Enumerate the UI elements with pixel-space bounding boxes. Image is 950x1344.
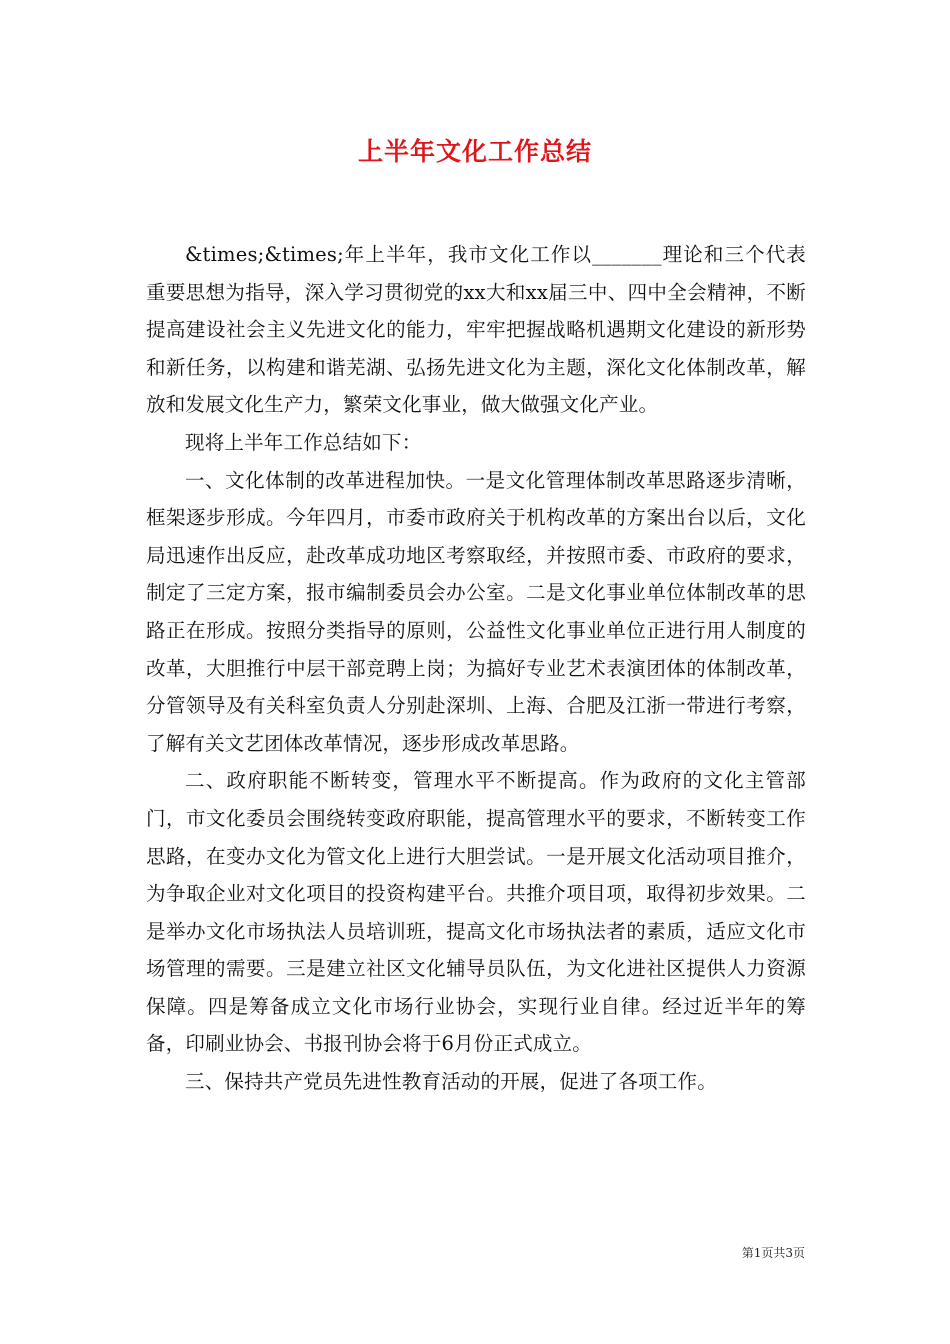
paragraph-section-2: 二、政府职能不断转变，管理水平不断提高。作为政府的文化主管部门，市文化委员会围绕转变政府职能，提高管理水平的要求，不断转变工作思路，在变办文化为管文化上进行大胆尝试。一是开展文化活动项目推介，为争取企业对文化项目的投资构建平台。共推介项目项，取得初步效果。二是举办文化市场执法人员培训班，提高文化市场执法者的素质，适应文化市场管理的需要。三是建立社区文化辅导员队伍，为文化进社区提供人力资源保障。四是筹备成立文化市场行业协会，实现行业自律。经过近半年的筹备，印刷业协会、书报刊协会将于6月份正式成立。 [146,769,806,1056]
page-number: 第1页共3页 [741,1246,805,1260]
paragraph-section-1: 一、文化体制的改革进程加快。一是文化管理体制改革思路逐步清晰，框架逐步形成。今年四月，市委市政府关于机构改革的方案出台以后，文化局迅速作出反应，赴改革成功地区考察取经，并按照市委、市政府的要求，制定了三定方案，报市编制委员会办公室。二是文化事业单位体制改革的思路正在形成。按照分类指导的原则，公益性文化事业单位正进行用人制度的改革，大胆推行中层干部竞聘上岗；为搞好专业艺术表演团体的体制改革，分管领导及有关科室负责人分别赴深圳、上海、合肥及江浙一带进行考察，了解有关文艺团体改革情况，逐步形成改革思路。 [146,468,806,755]
paragraph-section-3: 三、保持共产党员先进性教育活动的开展，促进了各项工作。 [185,1070,717,1094]
document-title: 上半年文化工作总结 [357,137,592,166]
paragraph-intro: &times;&times;年上半年，我市文化工作以_______理论和三个代表重要思想为指导，深入学习贯彻党的xx大和xx届三中、四中全会精神，不断提高建设社会主义先进文化的能力，牢牢把握战略机遇期文化建设的新形势和新任务，以构建和谐芜湖、弘扬先进文化为主题，深化文化体制改革，解放和发展文化生产力，繁荣文化事业，做大做强文化产业。 [146,243,806,417]
paragraph-summary-lead: 现将上半年工作总结如下： [185,430,422,454]
document-body [146,236,806,1101]
